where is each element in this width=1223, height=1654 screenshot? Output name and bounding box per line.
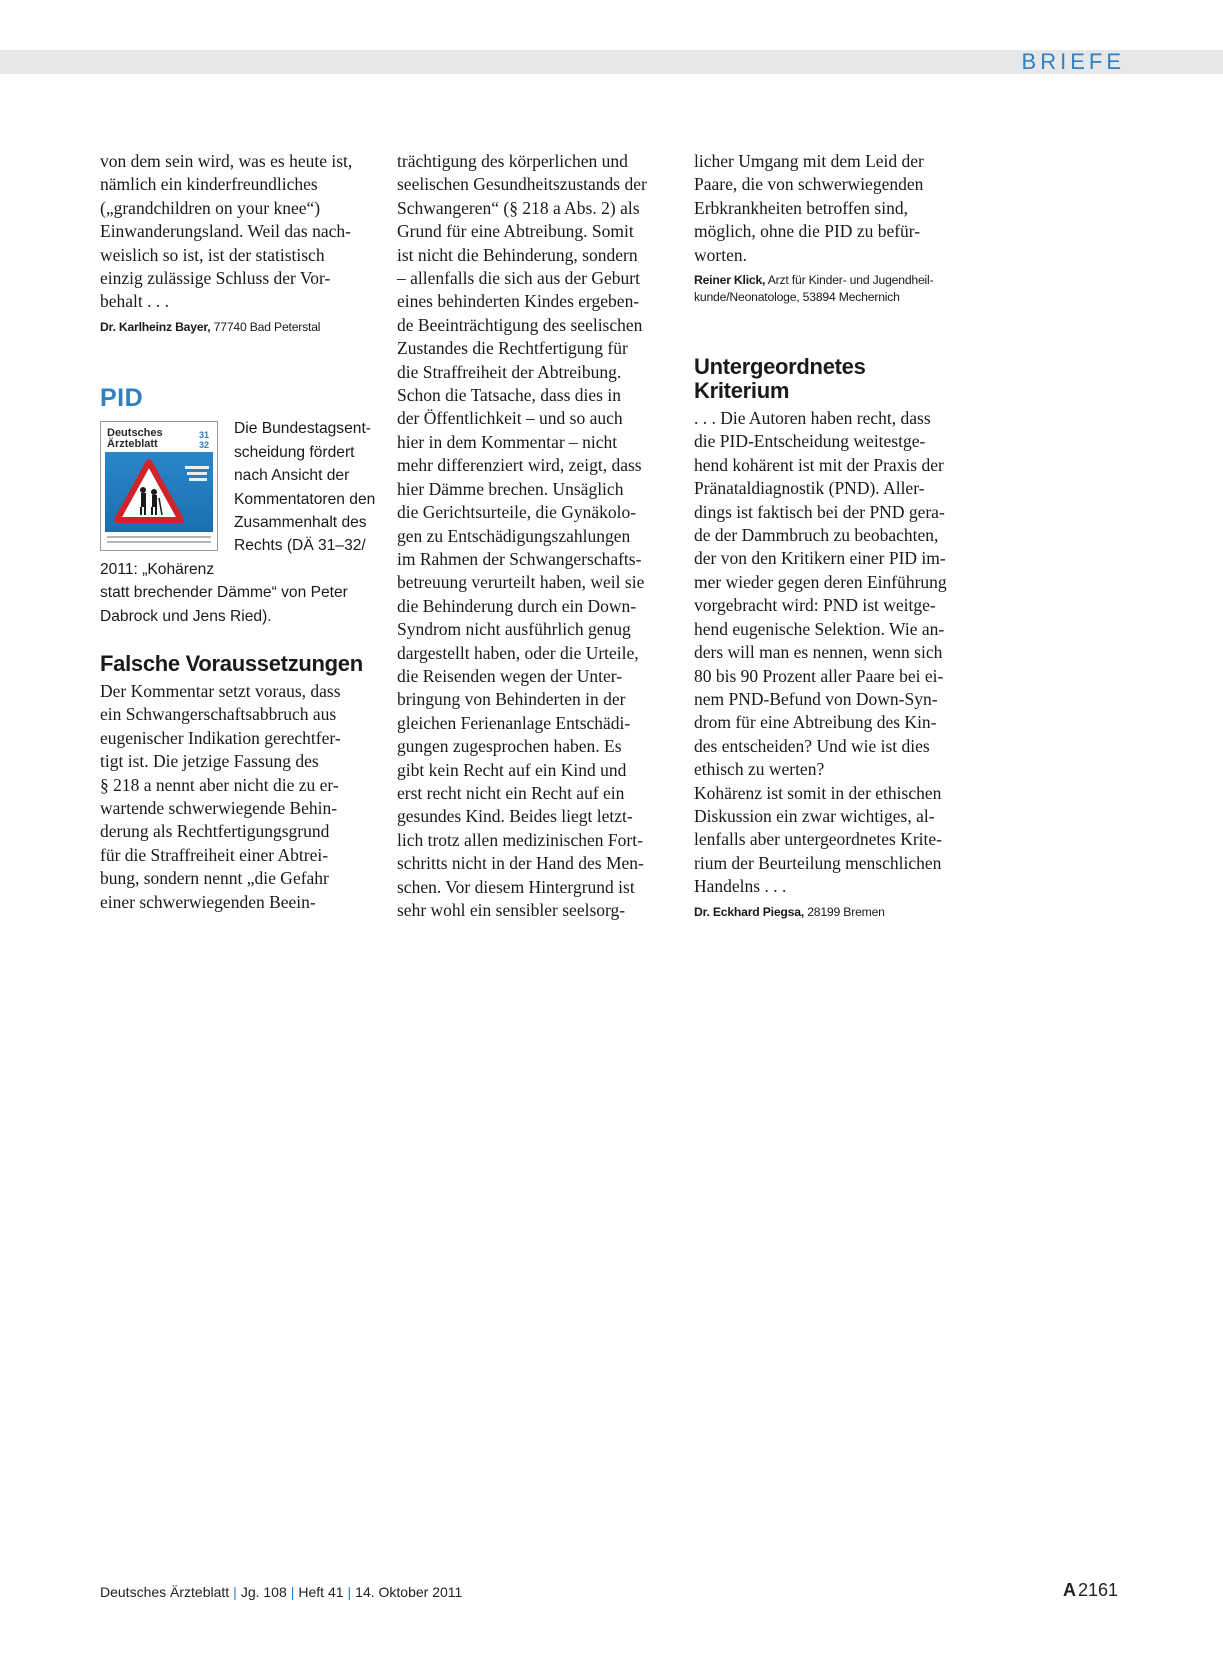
letter-2-end: licher Umgang mit dem Leid der Paare, die von schwerwiegenden Erbkrankheiten betroffen sind, möglich, ohne die PID zu befür- worten. [694,151,924,265]
pid-intro-block [100,417,375,628]
footer-volume: Jg. 108 [240,1584,287,1600]
footer-journal: Deutsches Ärzteblatt [100,1584,230,1600]
heading-untergeordnetes-kriterium: Untergeordnetes Kriterium [694,354,866,404]
page-number: A 2161 [1062,1580,1118,1600]
letter-2-continued: trächtigung des körperlichen und seelischen Gesundheitszustands der Schwangeren“ (§ 218 a Abs. 2) als Grund für eine Abtreibung. Somit ist nicht die Behinderung, sondern – allenfalls die sich aus der Geburt eines behinderten Kindes ergeben- de Beeinträchtigung des seelischen Zustandes die Rechtfertigung für die Straffreiheit der Abtreibung. Schon die Tatsache, dass dies in der Öffentlichkeit – und so auch hier in dem Kommentar – nicht mehr differenziert wird, zeigt, dass hier Dämme brechen. Unsäglich die Gerichtsurteile, die Gynäkolo- gen zu Entschädigungszahlungen im Rahmen der Schwangerschafts- betreuung verurteilt haben, weil sie die Behinderung durch ein Down- Syndrom nicht ausführlich genug dargestellt haben, oder die Urteile, die Reisenden wegen der Unter- bringung von Behinderten in der gleichen Ferienanlage Entschädi- gungen zugesprochen haben. Es gibt kein Recht auf ein Kind und erst recht nicht ein Recht auf ein gesundes Kind. Beides liegt letzt- lich trotz allen medizinischen Fort- schritts nicht in der Hand des Men- schen. Vor diesem Hintergrund ist sehr wohl ein sensibler seelsorg- [397,151,647,920]
footer-date: 14. Oktober 2011 [355,1584,463,1600]
signature-klick: Reiner Klick, Arzt für Kinder- und Jugendheil- kunde/Neonatologe, 53894 Mechernich [694,273,934,304]
column-2 [397,150,672,922]
letter-2-start: Der Kommentar setzt voraus, dass ein Schwangerschaftsabbruch aus eugenischer Indikation gerechtfer- tigt ist. Die jetzige Fassung des § 218 a nennt aber nicht die zu er- wartende schwerwiegende Behin- derung als Rechtfertigungsgrund für die Straffreiheit einer Abtrei- bung, sondern nennt „die Gefahr einer schwerwiegenden Beein- [100,681,341,912]
column-3 [694,150,969,920]
footer-issue: Heft 41 [298,1584,344,1600]
page-footer: Deutsches Ärzteblatt | Jg. 108 | Heft 41 | 14. Oktober 2011 [100,1584,463,1600]
section-label: BRIEFE [1021,49,1125,74]
pid-intro-text: Die Bundestagsent- scheidung fördert nach Ansicht der Kommentatoren den Zusammenhalt des Rechts (DÄ 31–32/ 2011: „Kohärenz statt brechender Dämme“ von Peter Dabrock und Jens Ried). [100,420,376,625]
column-1 [100,150,375,914]
letter-3: . . . Die Autoren haben recht, dass die PID-Entscheidung weitestge- hend kohärent ist mit der Praxis der Pränataldiagnostik (PND). Aller- dings ist faktisch bei der PND gera- de der Dammbruch zu beobachten, der von den Kritikern einer PID im- mer wieder gegen deren Einführung vorgebracht wird: PND ist weitge- hend eugenische Selektion. Wie an- ders will man es nennen, wenn sich 80 bis 90 Prozent aller Paare bei ei- nem PND-Befund von Down-Syn- drom für eine Abtreibung des Kin- des entscheiden? Und wie ist dies ethisch zu werten? Kohärenz ist somit in der ethischen Diskussion ein zwar wichtiges, al- lenfalls aber untergeordnetes Krite- rium der Beurteilung menschlichen Handelns . . . [694,408,947,897]
cover-issue: 31 32 [198,430,209,451]
pid-heading: PID [100,384,144,413]
letter-1-end: von dem sein wird, was es heute ist, nämlich ein kinderfreundliches („grandchildren on your knee“) Einwanderungsland. Weil das nach- weislich so ist, ist der statistisch einzig zulässige Schluss der Vor- behalt . . . [100,151,353,312]
cover-title: Deutsches Ärzteblatt [107,427,163,451]
warning-sign-icon [105,452,213,532]
signature-bayer: Dr. Karlheinz Bayer, 77740 Bad Peterstal [100,319,321,334]
heading-falsche-voraussetzungen: Falsche Voraussetzungen [100,651,363,676]
cover-text-lines [107,536,211,546]
journal-cover-image [100,421,218,551]
signature-piegsa: Dr. Eckhard Piegsa, 28199 Bremen [694,904,885,919]
